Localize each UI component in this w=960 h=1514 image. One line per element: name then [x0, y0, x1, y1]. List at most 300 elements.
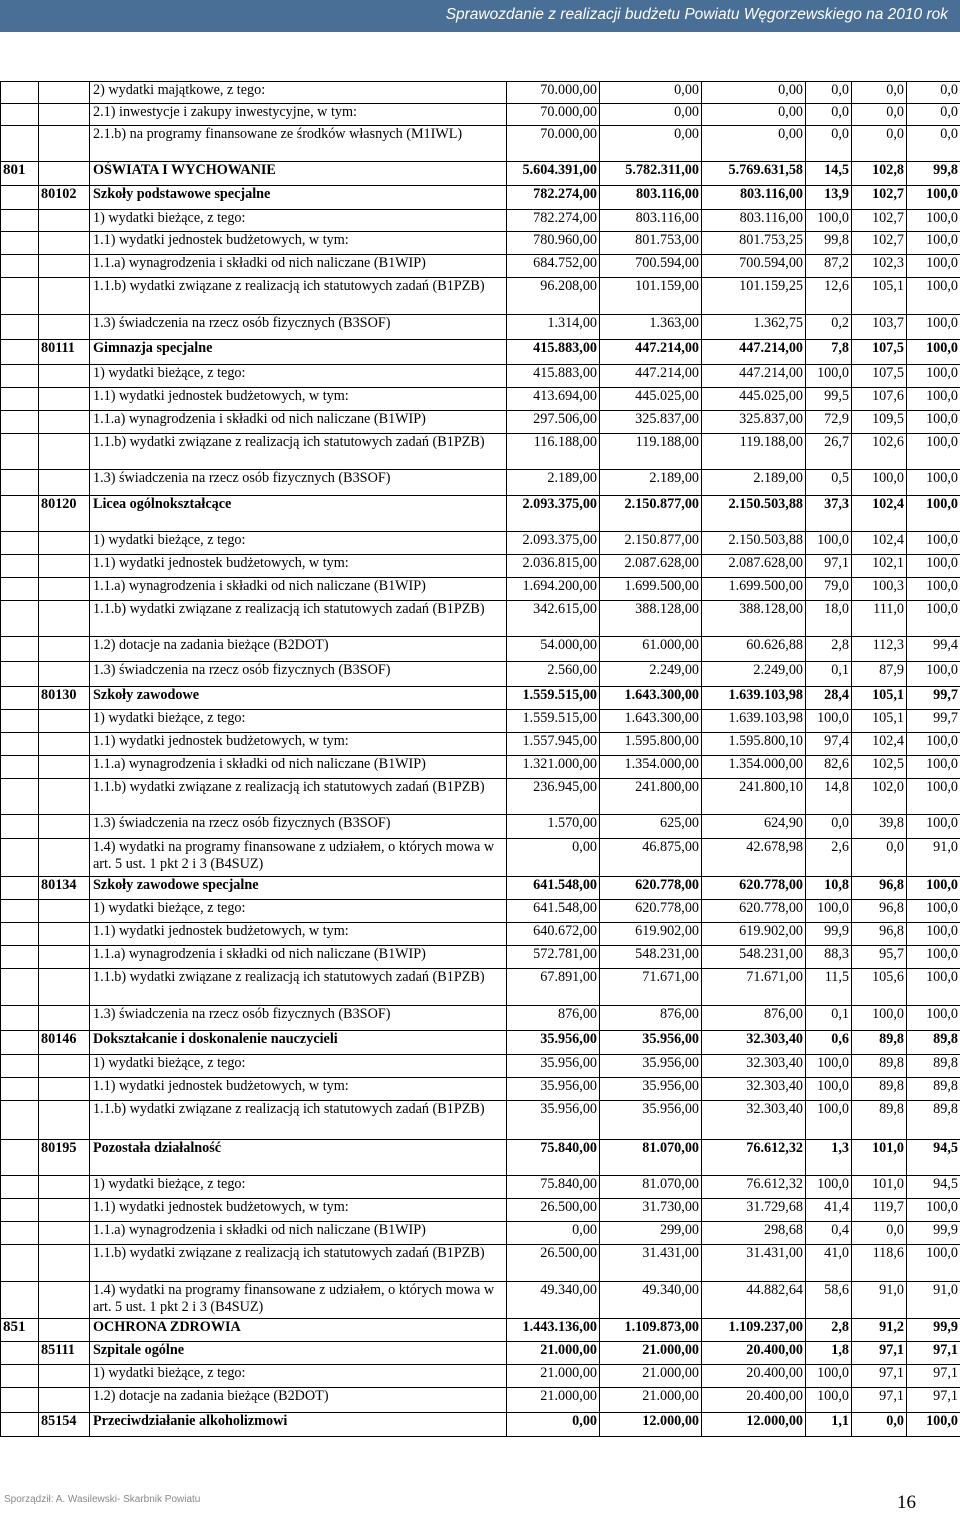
cell-rozdzial: [39, 1199, 90, 1222]
cell-description: Gimnazja specjalne: [90, 340, 507, 365]
table-row: [1, 779, 960, 815]
cell-plan-after-changes: 81.070,00: [600, 1176, 702, 1199]
cell-dzial: [1, 1245, 39, 1282]
cell-dzial: [1, 82, 39, 104]
cell-dzial: [1, 637, 39, 662]
cell-rozdzial: [39, 365, 90, 388]
cell-description: 1.1) wydatki jednostek budżetowych, w tym:: [90, 232, 507, 255]
cell-execution: 2.150.503,88: [702, 496, 806, 532]
cell-structure-pct: 0,0: [806, 104, 852, 126]
cell-description: Szkoły podstawowe specjalne: [90, 186, 507, 210]
cell-structure-pct: 18,0: [806, 601, 852, 637]
cell-rozdzial: 80120: [39, 496, 90, 532]
cell-execution: 2.150.503,88: [702, 532, 806, 555]
cell-plan-initial: 2.036.815,00: [507, 555, 600, 578]
cell-execution-pct: 89,8: [907, 1078, 960, 1101]
cell-description: 1.1.a) wynagrodzenia i składki od nich naliczane (B1WIP): [90, 578, 507, 601]
cell-rozdzial: [39, 923, 90, 946]
cell-execution: 31.729,68: [702, 1199, 806, 1222]
cell-execution: 32.303,40: [702, 1101, 806, 1140]
cell-structure-pct: 0,2: [806, 315, 852, 340]
cell-rozdzial: [39, 601, 90, 637]
cell-execution: 298,68: [702, 1222, 806, 1245]
cell-execution-pct: 100,0: [907, 779, 960, 815]
table-row: [1, 923, 960, 946]
cell-execution: 32.303,40: [702, 1078, 806, 1101]
table-row: [1, 687, 960, 710]
page-number: 16: [897, 1492, 916, 1514]
cell-plan-initial: 35.956,00: [507, 1055, 600, 1078]
cell-plan-initial: 21.000,00: [507, 1365, 600, 1388]
cell-dzial: [1, 532, 39, 555]
cell-dynamics-pct: 112,3: [852, 637, 907, 662]
cell-plan-initial: 641.548,00: [507, 877, 600, 900]
cell-structure-pct: 100,0: [806, 1176, 852, 1199]
cell-rozdzial: [39, 232, 90, 255]
cell-description: Pozostała działalność: [90, 1140, 507, 1176]
cell-rozdzial: [39, 756, 90, 779]
cell-dynamics-pct: 109,5: [852, 411, 907, 434]
cell-dzial: [1, 662, 39, 687]
cell-dynamics-pct: 111,0: [852, 601, 907, 637]
cell-execution: 388.128,00: [702, 601, 806, 637]
cell-rozdzial: [39, 255, 90, 278]
cell-execution-pct: 99,7: [907, 710, 960, 733]
cell-structure-pct: 13,9: [806, 186, 852, 210]
cell-dzial: [1, 779, 39, 815]
cell-dynamics-pct: 118,6: [852, 1245, 907, 1282]
cell-execution-pct: 100,0: [907, 278, 960, 315]
cell-plan-initial: 782.274,00: [507, 186, 600, 210]
budget-table: [0, 81, 960, 1437]
table-row: [1, 1319, 960, 1342]
cell-plan-after-changes: 21.000,00: [600, 1342, 702, 1365]
cell-structure-pct: 100,0: [806, 1078, 852, 1101]
cell-structure-pct: 100,0: [806, 1101, 852, 1140]
cell-dynamics-pct: 102,1: [852, 555, 907, 578]
table-row: [1, 1176, 960, 1199]
cell-plan-after-changes: 5.782.311,00: [600, 162, 702, 186]
cell-structure-pct: 14,8: [806, 779, 852, 815]
cell-dynamics-pct: 105,1: [852, 687, 907, 710]
cell-execution-pct: 97,1: [907, 1388, 960, 1413]
cell-plan-initial: 415.883,00: [507, 340, 600, 365]
cell-structure-pct: 100,0: [806, 532, 852, 555]
cell-description: 1) wydatki bieżące, z tego:: [90, 900, 507, 923]
table-row: [1, 411, 960, 434]
table-row: [1, 946, 960, 969]
cell-execution: 1.109.237,00: [702, 1319, 806, 1342]
table-row: [1, 839, 960, 877]
cell-execution-pct: 100,0: [907, 434, 960, 470]
cell-dynamics-pct: 89,8: [852, 1055, 907, 1078]
cell-dzial: [1, 186, 39, 210]
cell-execution: 1.699.500,00: [702, 578, 806, 601]
table-row: [1, 186, 960, 210]
cell-execution: 20.400,00: [702, 1365, 806, 1388]
cell-execution: 325.837,00: [702, 411, 806, 434]
cell-plan-after-changes: 445.025,00: [600, 388, 702, 411]
cell-execution: 447.214,00: [702, 340, 806, 365]
table-row: [1, 756, 960, 779]
cell-dzial: [1, 315, 39, 340]
cell-execution-pct: 100,0: [907, 496, 960, 532]
cell-dynamics-pct: 102,7: [852, 232, 907, 255]
cell-rozdzial: [39, 470, 90, 496]
cell-rozdzial: [39, 210, 90, 232]
cell-structure-pct: 72,9: [806, 411, 852, 434]
cell-execution-pct: 100,0: [907, 578, 960, 601]
cell-rozdzial: [39, 1388, 90, 1413]
cell-structure-pct: 0,1: [806, 1006, 852, 1031]
cell-plan-after-changes: 71.671,00: [600, 969, 702, 1006]
cell-dynamics-pct: 96,8: [852, 900, 907, 923]
cell-dzial: [1, 923, 39, 946]
cell-plan-initial: 684.752,00: [507, 255, 600, 278]
cell-execution: 619.902,00: [702, 923, 806, 946]
cell-plan-initial: 413.694,00: [507, 388, 600, 411]
cell-dynamics-pct: 107,5: [852, 340, 907, 365]
cell-dzial: [1, 601, 39, 637]
cell-execution: 31.431,00: [702, 1245, 806, 1282]
cell-dzial: [1, 555, 39, 578]
cell-rozdzial: [39, 315, 90, 340]
cell-dynamics-pct: 102,5: [852, 756, 907, 779]
cell-rozdzial: [39, 162, 90, 186]
cell-execution: 1.354.000,00: [702, 756, 806, 779]
cell-dzial: [1, 1140, 39, 1176]
cell-plan-after-changes: 12.000,00: [600, 1413, 702, 1437]
cell-plan-initial: 342.615,00: [507, 601, 600, 637]
cell-plan-after-changes: 388.128,00: [600, 601, 702, 637]
cell-plan-after-changes: 625,00: [600, 815, 702, 839]
cell-execution: 2.087.628,00: [702, 555, 806, 578]
cell-execution: 12.000,00: [702, 1413, 806, 1437]
cell-description: 1.1.a) wynagrodzenia i składki od nich naliczane (B1WIP): [90, 255, 507, 278]
cell-dzial: [1, 365, 39, 388]
cell-rozdzial: [39, 1365, 90, 1388]
cell-dzial: [1, 278, 39, 315]
cell-dynamics-pct: 105,1: [852, 278, 907, 315]
cell-dynamics-pct: 97,1: [852, 1342, 907, 1365]
cell-execution-pct: 100,0: [907, 1413, 960, 1437]
cell-dynamics-pct: 105,1: [852, 710, 907, 733]
cell-dzial: [1, 1078, 39, 1101]
cell-dynamics-pct: 0,0: [852, 126, 907, 162]
cell-description: OŚWIATA I WYCHOWANIE: [90, 162, 507, 186]
table-row: [1, 1245, 960, 1282]
cell-plan-after-changes: 1.643.300,00: [600, 710, 702, 733]
cell-dzial: [1, 1388, 39, 1413]
cell-plan-initial: 1.559.515,00: [507, 687, 600, 710]
cell-dzial: [1, 839, 39, 877]
cell-execution-pct: 100,0: [907, 923, 960, 946]
table-row: [1, 104, 960, 126]
cell-rozdzial: [39, 104, 90, 126]
cell-dynamics-pct: 0,0: [852, 1222, 907, 1245]
cell-dynamics-pct: 100,3: [852, 578, 907, 601]
cell-plan-initial: 26.500,00: [507, 1199, 600, 1222]
cell-rozdzial: [39, 1176, 90, 1199]
cell-plan-after-changes: 1.354.000,00: [600, 756, 702, 779]
table-row: [1, 877, 960, 900]
cell-rozdzial: [39, 278, 90, 315]
cell-dynamics-pct: 102,4: [852, 496, 907, 532]
cell-structure-pct: 2,8: [806, 1319, 852, 1342]
cell-plan-initial: 572.781,00: [507, 946, 600, 969]
cell-dynamics-pct: 119,7: [852, 1199, 907, 1222]
cell-structure-pct: 2,8: [806, 637, 852, 662]
cell-plan-after-changes: 101.159,00: [600, 278, 702, 315]
cell-rozdzial: [39, 126, 90, 162]
cell-plan-initial: 1.559.515,00: [507, 710, 600, 733]
table-row: [1, 434, 960, 470]
cell-execution-pct: 100,0: [907, 388, 960, 411]
cell-dzial: [1, 210, 39, 232]
cell-plan-after-changes: 2.249,00: [600, 662, 702, 687]
table-row: [1, 1101, 960, 1140]
cell-structure-pct: 14,5: [806, 162, 852, 186]
cell-rozdzial: [39, 662, 90, 687]
cell-structure-pct: 100,0: [806, 1365, 852, 1388]
cell-execution: 624,90: [702, 815, 806, 839]
cell-dzial: [1, 1101, 39, 1140]
cell-execution-pct: 100,0: [907, 255, 960, 278]
cell-plan-after-changes: 2.150.877,00: [600, 532, 702, 555]
cell-description: 1.3) świadczenia na rzecz osób fizycznych (B3SOF): [90, 815, 507, 839]
cell-dzial: [1, 340, 39, 365]
cell-execution-pct: 99,9: [907, 1319, 960, 1342]
cell-dynamics-pct: 97,1: [852, 1388, 907, 1413]
cell-rozdzial: [39, 815, 90, 839]
cell-execution-pct: 100,0: [907, 365, 960, 388]
cell-structure-pct: 1,8: [806, 1342, 852, 1365]
cell-plan-initial: 2.093.375,00: [507, 532, 600, 555]
cell-plan-initial: 70.000,00: [507, 126, 600, 162]
cell-structure-pct: 58,6: [806, 1282, 852, 1319]
cell-dzial: [1, 388, 39, 411]
cell-rozdzial: 85154: [39, 1413, 90, 1437]
cell-plan-after-changes: 49.340,00: [600, 1282, 702, 1319]
cell-execution: 1.362,75: [702, 315, 806, 340]
cell-dzial: [1, 1413, 39, 1437]
table-row: [1, 555, 960, 578]
table-row: [1, 126, 960, 162]
cell-dzial: [1, 1199, 39, 1222]
table-row: [1, 1006, 960, 1031]
cell-execution: 700.594,00: [702, 255, 806, 278]
cell-structure-pct: 41,0: [806, 1245, 852, 1282]
table-row: [1, 1055, 960, 1078]
cell-structure-pct: 10,8: [806, 877, 852, 900]
cell-structure-pct: 97,1: [806, 555, 852, 578]
cell-execution-pct: 100,0: [907, 411, 960, 434]
cell-dynamics-pct: 100,0: [852, 470, 907, 496]
cell-plan-initial: 782.274,00: [507, 210, 600, 232]
cell-dynamics-pct: 87,9: [852, 662, 907, 687]
cell-plan-after-changes: 1.699.500,00: [600, 578, 702, 601]
cell-structure-pct: 100,0: [806, 900, 852, 923]
cell-rozdzial: [39, 1078, 90, 1101]
cell-description: Przeciwdziałanie alkoholizmowi: [90, 1413, 507, 1437]
cell-structure-pct: 1,1: [806, 1413, 852, 1437]
cell-execution-pct: 0,0: [907, 104, 960, 126]
cell-description: 1.1) wydatki jednostek budżetowych, w tym:: [90, 388, 507, 411]
cell-rozdzial: [39, 555, 90, 578]
cell-rozdzial: 80195: [39, 1140, 90, 1176]
cell-rozdzial: [39, 710, 90, 733]
cell-plan-initial: 1.557.945,00: [507, 733, 600, 756]
cell-dzial: [1, 496, 39, 532]
cell-plan-initial: 236.945,00: [507, 779, 600, 815]
cell-execution: 241.800,10: [702, 779, 806, 815]
cell-rozdzial: [39, 637, 90, 662]
cell-structure-pct: 0,6: [806, 1031, 852, 1055]
cell-dzial: [1, 126, 39, 162]
cell-dynamics-pct: 102,0: [852, 779, 907, 815]
cell-rozdzial: [39, 1282, 90, 1319]
table-row: [1, 82, 960, 104]
cell-plan-after-changes: 35.956,00: [600, 1101, 702, 1140]
cell-rozdzial: [39, 733, 90, 756]
cell-rozdzial: [39, 1006, 90, 1031]
cell-execution-pct: 100,0: [907, 733, 960, 756]
cell-plan-after-changes: 21.000,00: [600, 1365, 702, 1388]
cell-dzial: [1, 104, 39, 126]
cell-execution-pct: 100,0: [907, 186, 960, 210]
cell-execution: 803.116,00: [702, 186, 806, 210]
cell-description: 1.1) wydatki jednostek budżetowych, w tym:: [90, 1078, 507, 1101]
cell-plan-initial: 75.840,00: [507, 1176, 600, 1199]
cell-dynamics-pct: 107,6: [852, 388, 907, 411]
cell-plan-initial: 297.506,00: [507, 411, 600, 434]
cell-execution-pct: 0,0: [907, 126, 960, 162]
cell-dynamics-pct: 95,7: [852, 946, 907, 969]
cell-rozdzial: 80111: [39, 340, 90, 365]
table-row: [1, 1365, 960, 1388]
cell-rozdzial: [39, 900, 90, 923]
cell-dynamics-pct: 101,0: [852, 1140, 907, 1176]
cell-dynamics-pct: 96,8: [852, 923, 907, 946]
cell-plan-after-changes: 548.231,00: [600, 946, 702, 969]
cell-dzial: [1, 1222, 39, 1245]
cell-plan-after-changes: 620.778,00: [600, 900, 702, 923]
cell-execution-pct: 97,1: [907, 1342, 960, 1365]
cell-dzial: [1, 1006, 39, 1031]
table-row: [1, 969, 960, 1006]
cell-structure-pct: 28,4: [806, 687, 852, 710]
table-row: [1, 1388, 960, 1413]
cell-dynamics-pct: 91,0: [852, 1282, 907, 1319]
cell-dzial: [1, 946, 39, 969]
cell-plan-initial: 415.883,00: [507, 365, 600, 388]
table-row: [1, 733, 960, 756]
cell-execution: 44.882,64: [702, 1282, 806, 1319]
cell-plan-initial: 1.321.000,00: [507, 756, 600, 779]
cell-execution-pct: 100,0: [907, 555, 960, 578]
table-row: [1, 340, 960, 365]
cell-rozdzial: [39, 388, 90, 411]
cell-execution-pct: 100,0: [907, 946, 960, 969]
cell-description: Szkoły zawodowe: [90, 687, 507, 710]
cell-description: 1.1) wydatki jednostek budżetowych, w tym:: [90, 555, 507, 578]
cell-execution-pct: 94,5: [907, 1176, 960, 1199]
cell-plan-after-changes: 35.956,00: [600, 1078, 702, 1101]
cell-structure-pct: 1,3: [806, 1140, 852, 1176]
cell-dynamics-pct: 0,0: [852, 82, 907, 104]
cell-execution-pct: 100,0: [907, 662, 960, 687]
cell-execution: 876,00: [702, 1006, 806, 1031]
table-row: [1, 1140, 960, 1176]
cell-execution: 0,00: [702, 126, 806, 162]
cell-plan-after-changes: 241.800,00: [600, 779, 702, 815]
cell-execution-pct: 100,0: [907, 470, 960, 496]
table-row: [1, 637, 960, 662]
table-row: [1, 365, 960, 388]
cell-execution-pct: 89,8: [907, 1101, 960, 1140]
cell-execution-pct: 100,0: [907, 315, 960, 340]
table-row: [1, 815, 960, 839]
cell-dzial: [1, 1342, 39, 1365]
cell-plan-after-changes: 803.116,00: [600, 210, 702, 232]
cell-dzial: [1, 1031, 39, 1055]
cell-rozdzial: 80102: [39, 186, 90, 210]
cell-plan-after-changes: 31.730,00: [600, 1199, 702, 1222]
cell-dynamics-pct: 102,6: [852, 434, 907, 470]
cell-dynamics-pct: 0,0: [852, 839, 907, 877]
cell-plan-after-changes: 876,00: [600, 1006, 702, 1031]
cell-structure-pct: 37,3: [806, 496, 852, 532]
cell-execution: 548.231,00: [702, 946, 806, 969]
cell-plan-initial: 26.500,00: [507, 1245, 600, 1282]
cell-description: 1.3) świadczenia na rzecz osób fizycznych (B3SOF): [90, 1006, 507, 1031]
cell-description: 1.1.b) wydatki związane z realizacją ich statutowych zadań (B1PZB): [90, 1245, 507, 1282]
cell-execution-pct: 100,0: [907, 1199, 960, 1222]
cell-plan-after-changes: 21.000,00: [600, 1388, 702, 1413]
cell-dynamics-pct: 39,8: [852, 815, 907, 839]
cell-structure-pct: 100,0: [806, 210, 852, 232]
cell-rozdzial: [39, 411, 90, 434]
cell-dzial: [1, 470, 39, 496]
cell-description: 1.4) wydatki na programy finansowane z udziałem, o których mowa w art. 5 ust. 1 pkt 2 i 3 (B4SUZ): [90, 1282, 507, 1319]
cell-execution-pct: 89,8: [907, 1055, 960, 1078]
cell-execution: 2.189,00: [702, 470, 806, 496]
cell-rozdzial: [39, 578, 90, 601]
cell-execution: 5.769.631,58: [702, 162, 806, 186]
cell-plan-after-changes: 2.087.628,00: [600, 555, 702, 578]
cell-plan-initial: 1.694.200,00: [507, 578, 600, 601]
table-row: [1, 1031, 960, 1055]
cell-plan-after-changes: 803.116,00: [600, 186, 702, 210]
cell-description: 2.1.b) na programy finansowane ze środków własnych (M1IWL): [90, 126, 507, 162]
cell-execution-pct: 100,0: [907, 1245, 960, 1282]
cell-execution: 32.303,40: [702, 1055, 806, 1078]
cell-plan-after-changes: 801.753,00: [600, 232, 702, 255]
cell-rozdzial: 80146: [39, 1031, 90, 1055]
cell-structure-pct: 0,0: [806, 82, 852, 104]
cell-execution-pct: 100,0: [907, 877, 960, 900]
cell-description: 1.1.a) wynagrodzenia i składki od nich naliczane (B1WIP): [90, 411, 507, 434]
cell-rozdzial: 80130: [39, 687, 90, 710]
cell-rozdzial: [39, 1101, 90, 1140]
cell-plan-initial: 35.956,00: [507, 1031, 600, 1055]
cell-plan-after-changes: 1.109.873,00: [600, 1319, 702, 1342]
cell-dzial: 801: [1, 162, 39, 186]
cell-plan-initial: 2.189,00: [507, 470, 600, 496]
cell-structure-pct: 41,4: [806, 1199, 852, 1222]
cell-plan-after-changes: 447.214,00: [600, 365, 702, 388]
cell-structure-pct: 99,8: [806, 232, 852, 255]
